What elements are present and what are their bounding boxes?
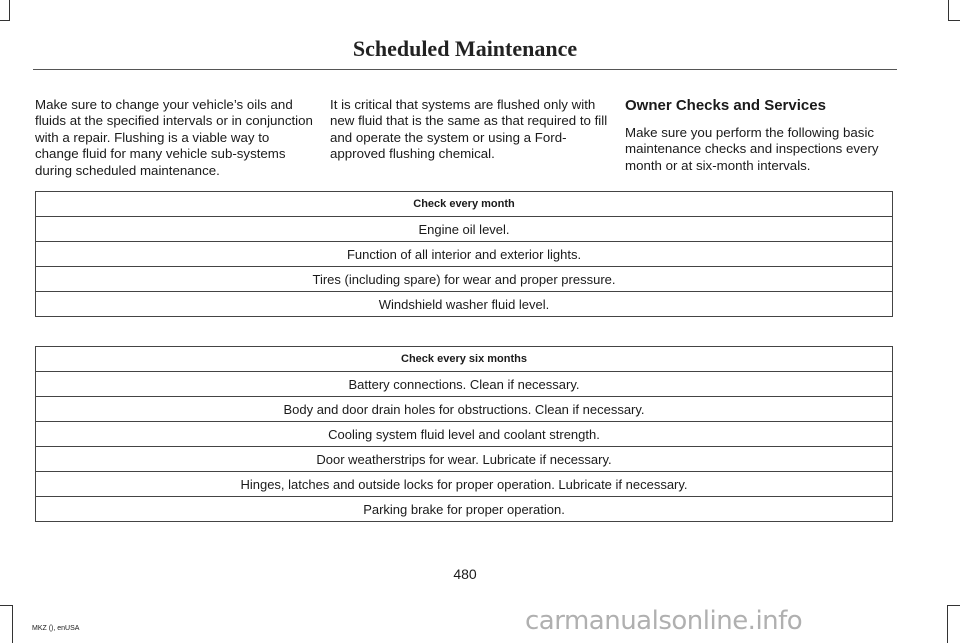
table-row xyxy=(36,447,893,472)
footer-code: MKZ (), enUSA xyxy=(32,625,80,632)
intro-paragraph-3: Make sure you perform the following basic maintenance checks and inspections every month or at six-month intervals. xyxy=(625,125,879,173)
table-row xyxy=(36,267,893,292)
intro-column-3 xyxy=(625,97,897,174)
crop-mark xyxy=(9,0,10,20)
table-header: Check every six months xyxy=(36,347,893,372)
page-title: Scheduled Maintenance xyxy=(352,36,578,61)
section-heading: Owner Checks and Services xyxy=(625,97,826,114)
table-cell: Body and door drain holes for obstructions. Clean if necessary. xyxy=(36,397,893,422)
table-cell: Parking brake for proper operation. xyxy=(36,497,893,522)
table-cell: Battery connections. Clean if necessary. xyxy=(36,372,893,397)
table-row xyxy=(36,292,893,317)
watermark: carmanualsonline.info xyxy=(525,606,803,636)
crop-mark xyxy=(948,0,949,20)
table-row xyxy=(36,397,893,422)
table-row xyxy=(36,217,893,242)
intro-paragraph-1: Make sure to change your vehicle’s oils and fluids at the specified intervals or in conjunction with a repair. Flushing is a viable way to change fluid for many vehicle sub-systems during scheduled maintenance. xyxy=(35,97,313,178)
table-cell: Hinges, latches and outside locks for proper operation. Lubricate if necessary. xyxy=(36,472,893,497)
crop-mark xyxy=(948,20,960,21)
table-row xyxy=(36,372,893,397)
table-cell: Door weatherstrips for wear. Lubricate if necessary. xyxy=(36,447,893,472)
page-number: 480 xyxy=(453,566,477,582)
table-row xyxy=(36,472,893,497)
intro-column-2 xyxy=(330,97,610,163)
header-divider xyxy=(33,69,897,70)
table-row xyxy=(36,497,893,522)
table-row xyxy=(36,242,893,267)
table-cell: Cooling system fluid level and coolant strength. xyxy=(36,422,893,447)
crop-mark xyxy=(947,605,948,643)
table-cell: Engine oil level. xyxy=(36,217,893,242)
six-month-check-table xyxy=(35,346,893,522)
table-cell: Windshield washer fluid level. xyxy=(36,292,893,317)
crop-mark xyxy=(12,605,13,643)
monthly-check-table xyxy=(35,191,893,317)
crop-mark xyxy=(0,605,12,606)
table-row xyxy=(36,422,893,447)
table-cell: Function of all interior and exterior lights. xyxy=(36,242,893,267)
intro-column-1 xyxy=(35,97,315,179)
table-cell: Tires (including spare) for wear and proper pressure. xyxy=(36,267,893,292)
crop-mark xyxy=(0,20,10,21)
table-header: Check every month xyxy=(36,192,893,217)
crop-mark xyxy=(947,605,960,606)
intro-paragraph-2: It is critical that systems are flushed only with new fluid that is the same as that required to fill and operate the system or using a Ford-approved flushing chemical. xyxy=(330,97,608,162)
